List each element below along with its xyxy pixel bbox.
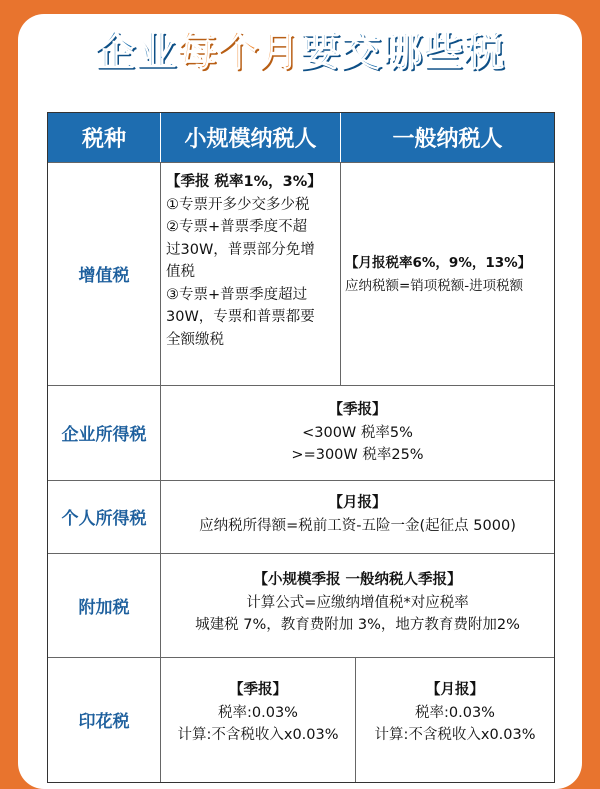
header-general: 一般纳税人 [341,113,554,162]
row-label-vat: 增值税 [48,162,161,385]
surtax-tag: 【小规模季报 一般纳税人季报】 [253,572,462,588]
pit-cell [161,480,554,553]
stamp-small-cell [161,657,356,782]
title-part-3: 要交哪些税 [300,29,505,75]
cit-line-2: >=300W 税率25% [291,447,424,463]
vat-general-tag: 【月报税率6%，9%，13%】 [345,255,532,271]
title-part-1: 企业 [95,29,177,75]
row-label-pit: 个人所得税 [48,480,161,553]
pit-line-1: 应纳税所得额=税前工资-五险一金(起征点 5000) [199,517,516,534]
stamp-general-line-2: 计算:不含税收入x0.03% [374,727,536,743]
vat-small-line: ①专票开多少交多少税 [166,196,310,213]
surtax-line-2: 城建税 7%，教育费附加 3%，地方教育费附加2% [195,617,520,633]
row-label-stamp: 印花税 [48,657,161,782]
stamp-small-tag: 【季报】 [229,682,287,698]
vat-small-line: 过30W，普票部分免增 [166,241,315,258]
stamp-general-tag: 【月报】 [426,682,484,698]
pit-tag: 【月报】 [328,495,387,511]
vat-small-line: 30W，专票和普票都要 [166,309,315,325]
vat-small-line: ②专票+普票季度不超 [166,219,308,235]
vat-small-line: 全额缴税 [166,331,224,348]
surtax-line-1: 计算公式=应缴纳增值税*对应税率 [246,594,469,611]
vat-small-tag: 【季报 税率1%，3%】 [166,174,322,190]
row-label-cit: 企业所得税 [48,385,161,480]
vat-general-cell [341,162,554,385]
vat-small-line: ③专票+普票季度超过 [166,286,308,303]
header-tax-type: 税种 [48,113,161,162]
cit-cell [161,385,554,480]
vat-small-cell [161,162,341,385]
stamp-small-line-2: 计算:不含税收入x0.03% [177,727,339,743]
surtax-cell [161,553,554,657]
row-label-surtax: 附加税 [48,553,161,657]
stamp-general-cell [356,657,554,782]
stamp-small-line-1: 税率:0.03% [218,704,298,721]
vat-small-line: 值税 [166,264,195,280]
stamp-general-line-1: 税率:0.03% [415,704,495,721]
vat-general-line: 应纳税额=销项税额-进项税额 [345,277,524,294]
title-part-2: 每个月 [177,29,300,75]
cit-tag: 【季报】 [328,402,387,418]
header-small-scale: 小规模纳税人 [161,113,341,162]
tax-table [47,112,555,783]
page-title [0,20,600,77]
cit-line-1: <300W 税率5% [302,424,413,441]
